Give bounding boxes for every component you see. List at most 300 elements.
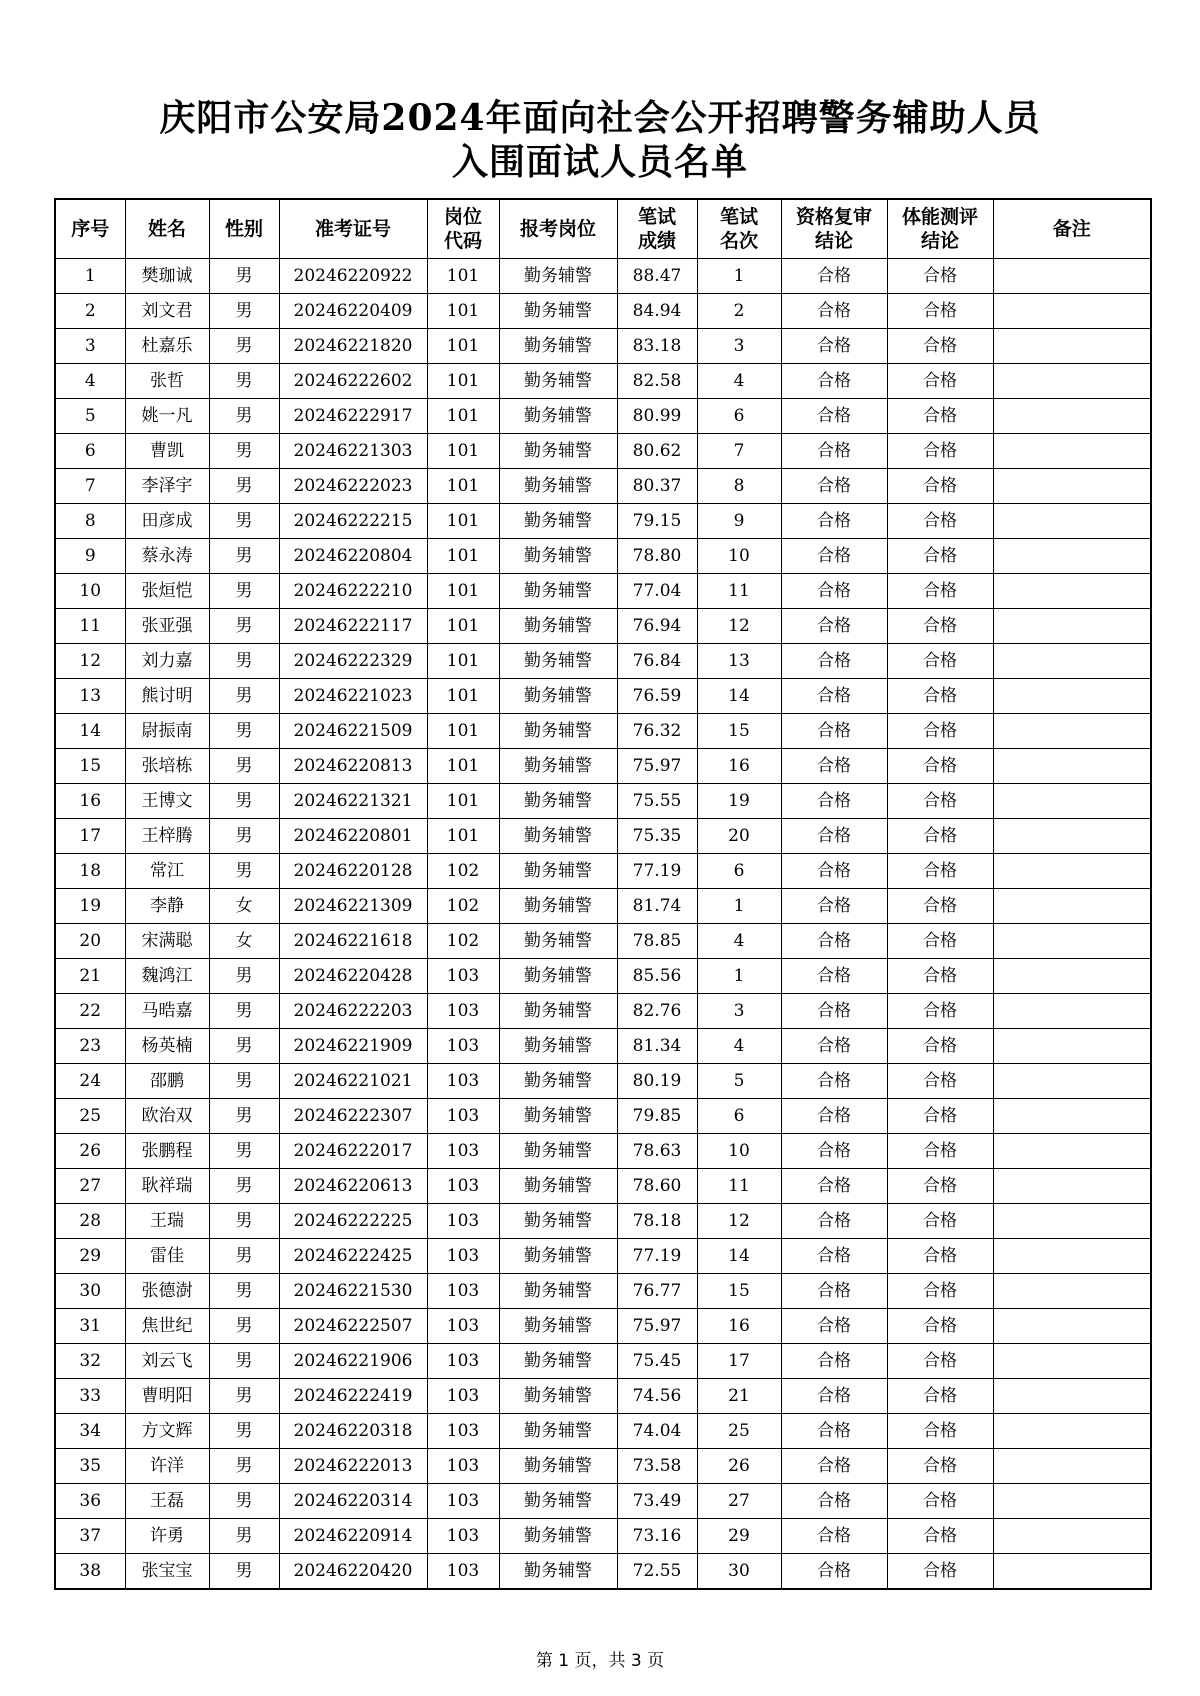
cell-gender: 男 bbox=[209, 1519, 279, 1554]
cell-score: 78.85 bbox=[617, 924, 697, 959]
cell-rank: 11 bbox=[697, 574, 781, 609]
cell-qualification: 合格 bbox=[781, 294, 887, 329]
cell-exam-id: 20246221321 bbox=[279, 784, 427, 819]
cell-exam-id: 20246222419 bbox=[279, 1379, 427, 1414]
cell-score: 73.58 bbox=[617, 1449, 697, 1484]
header-gender bbox=[209, 199, 279, 259]
document-subtitle: 入围面试人员名单 bbox=[451, 141, 748, 183]
header-label: 体能测评 bbox=[901, 206, 978, 228]
cell-exam-id: 20246221530 bbox=[279, 1274, 427, 1309]
cell-exam-id: 20246221618 bbox=[279, 924, 427, 959]
candidate-table bbox=[54, 198, 1152, 1590]
cell-qualification: 合格 bbox=[781, 749, 887, 784]
cell-exam-id: 20246221509 bbox=[279, 714, 427, 749]
cell-fitness: 合格 bbox=[887, 1239, 993, 1274]
header-rank bbox=[697, 199, 781, 259]
cell-post-code: 103 bbox=[427, 1099, 499, 1134]
page-footer: 第 1 页，共 3 页 bbox=[535, 1651, 665, 1671]
cell-post: 勤务辅警 bbox=[499, 994, 617, 1029]
cell-fitness: 合格 bbox=[887, 784, 993, 819]
cell-gender: 男 bbox=[209, 574, 279, 609]
cell-seq: 11 bbox=[55, 609, 125, 644]
header-post bbox=[499, 199, 617, 259]
cell-gender: 男 bbox=[209, 959, 279, 994]
cell-exam-id: 20246221820 bbox=[279, 329, 427, 364]
cell-score: 75.97 bbox=[617, 749, 697, 784]
cell-exam-id: 20246222425 bbox=[279, 1239, 427, 1274]
table-row bbox=[55, 259, 1151, 294]
cell-remark bbox=[993, 1379, 1151, 1414]
cell-exam-id: 20246221023 bbox=[279, 679, 427, 714]
cell-qualification: 合格 bbox=[781, 1169, 887, 1204]
table-row bbox=[55, 1274, 1151, 1309]
cell-post: 勤务辅警 bbox=[499, 1099, 617, 1134]
cell-rank: 3 bbox=[697, 329, 781, 364]
cell-post-code: 102 bbox=[427, 924, 499, 959]
cell-seq: 15 bbox=[55, 749, 125, 784]
cell-remark bbox=[993, 679, 1151, 714]
cell-post-code: 103 bbox=[427, 1484, 499, 1519]
cell-seq: 13 bbox=[55, 679, 125, 714]
cell-post-code: 103 bbox=[427, 1274, 499, 1309]
cell-gender: 男 bbox=[209, 1309, 279, 1344]
cell-name: 许勇 bbox=[125, 1519, 209, 1554]
cell-gender: 男 bbox=[209, 1484, 279, 1519]
cell-score: 80.99 bbox=[617, 399, 697, 434]
cell-gender: 男 bbox=[209, 644, 279, 679]
cell-score: 77.19 bbox=[617, 1239, 697, 1274]
cell-post: 勤务辅警 bbox=[499, 539, 617, 574]
cell-rank: 4 bbox=[697, 1029, 781, 1064]
cell-qualification: 合格 bbox=[781, 924, 887, 959]
cell-name: 许洋 bbox=[125, 1449, 209, 1484]
cell-score: 76.84 bbox=[617, 644, 697, 679]
cell-remark bbox=[993, 574, 1151, 609]
table-row bbox=[55, 1204, 1151, 1239]
cell-remark bbox=[993, 329, 1151, 364]
table-row bbox=[55, 574, 1151, 609]
table-row bbox=[55, 994, 1151, 1029]
cell-remark bbox=[993, 644, 1151, 679]
cell-exam-id: 20246222023 bbox=[279, 469, 427, 504]
table-row bbox=[55, 1554, 1151, 1590]
table-body bbox=[55, 259, 1151, 1590]
cell-exam-id: 20246221021 bbox=[279, 1064, 427, 1099]
cell-score: 81.34 bbox=[617, 1029, 697, 1064]
cell-score: 75.45 bbox=[617, 1344, 697, 1379]
cell-rank: 1 bbox=[697, 259, 781, 294]
cell-post-code: 101 bbox=[427, 364, 499, 399]
cell-fitness: 合格 bbox=[887, 889, 993, 924]
header-label: 岗位 bbox=[443, 206, 482, 228]
cell-name: 王磊 bbox=[125, 1484, 209, 1519]
cell-remark bbox=[993, 854, 1151, 889]
cell-seq: 7 bbox=[55, 469, 125, 504]
cell-qualification: 合格 bbox=[781, 539, 887, 574]
cell-qualification: 合格 bbox=[781, 679, 887, 714]
cell-qualification: 合格 bbox=[781, 434, 887, 469]
cell-post-code: 103 bbox=[427, 1169, 499, 1204]
cell-fitness: 合格 bbox=[887, 329, 993, 364]
cell-remark bbox=[993, 294, 1151, 329]
cell-remark bbox=[993, 1204, 1151, 1239]
header-label: 成绩 bbox=[637, 230, 676, 252]
cell-exam-id: 20246222013 bbox=[279, 1449, 427, 1484]
cell-post: 勤务辅警 bbox=[499, 1344, 617, 1379]
cell-score: 74.04 bbox=[617, 1414, 697, 1449]
cell-post: 勤务辅警 bbox=[499, 364, 617, 399]
cell-seq: 17 bbox=[55, 819, 125, 854]
cell-score: 82.58 bbox=[617, 364, 697, 399]
cell-post: 勤务辅警 bbox=[499, 1519, 617, 1554]
cell-fitness: 合格 bbox=[887, 469, 993, 504]
table-row bbox=[55, 469, 1151, 504]
cell-seq: 5 bbox=[55, 399, 125, 434]
header-seq bbox=[55, 199, 125, 259]
cell-seq: 21 bbox=[55, 959, 125, 994]
table-row bbox=[55, 434, 1151, 469]
cell-score: 79.15 bbox=[617, 504, 697, 539]
cell-post: 勤务辅警 bbox=[499, 644, 617, 679]
cell-rank: 11 bbox=[697, 1169, 781, 1204]
header-label: 名次 bbox=[719, 230, 758, 252]
cell-post-code: 103 bbox=[427, 1554, 499, 1590]
cell-rank: 10 bbox=[697, 1134, 781, 1169]
table-row bbox=[55, 1029, 1151, 1064]
cell-qualification: 合格 bbox=[781, 469, 887, 504]
cell-gender: 男 bbox=[209, 364, 279, 399]
cell-score: 77.19 bbox=[617, 854, 697, 889]
cell-rank: 26 bbox=[697, 1449, 781, 1484]
cell-remark bbox=[993, 1484, 1151, 1519]
cell-post: 勤务辅警 bbox=[499, 889, 617, 924]
cell-post: 勤务辅警 bbox=[499, 1134, 617, 1169]
cell-exam-id: 20246221309 bbox=[279, 889, 427, 924]
cell-rank: 27 bbox=[697, 1484, 781, 1519]
cell-qualification: 合格 bbox=[781, 994, 887, 1029]
cell-fitness: 合格 bbox=[887, 399, 993, 434]
cell-score: 74.56 bbox=[617, 1379, 697, 1414]
cell-remark bbox=[993, 1029, 1151, 1064]
cell-post-code: 101 bbox=[427, 504, 499, 539]
cell-score: 83.18 bbox=[617, 329, 697, 364]
cell-post-code: 101 bbox=[427, 294, 499, 329]
table-row bbox=[55, 1239, 1151, 1274]
cell-fitness: 合格 bbox=[887, 1379, 993, 1414]
cell-post-code: 101 bbox=[427, 819, 499, 854]
cell-seq: 18 bbox=[55, 854, 125, 889]
cell-name: 杜嘉乐 bbox=[125, 329, 209, 364]
cell-seq: 9 bbox=[55, 539, 125, 574]
cell-post-code: 101 bbox=[427, 469, 499, 504]
cell-seq: 12 bbox=[55, 644, 125, 679]
cell-post-code: 103 bbox=[427, 1239, 499, 1274]
cell-seq: 8 bbox=[55, 504, 125, 539]
header-qualification bbox=[781, 199, 887, 259]
cell-score: 76.94 bbox=[617, 609, 697, 644]
cell-gender: 男 bbox=[209, 714, 279, 749]
cell-gender: 男 bbox=[209, 1134, 279, 1169]
cell-post-code: 101 bbox=[427, 749, 499, 784]
cell-qualification: 合格 bbox=[781, 784, 887, 819]
cell-rank: 14 bbox=[697, 679, 781, 714]
cell-post: 勤务辅警 bbox=[499, 1029, 617, 1064]
cell-name: 田彦成 bbox=[125, 504, 209, 539]
header-label: 笔试 bbox=[719, 206, 758, 228]
cell-exam-id: 20246220801 bbox=[279, 819, 427, 854]
cell-gender: 男 bbox=[209, 819, 279, 854]
cell-name: 熊讨明 bbox=[125, 679, 209, 714]
cell-name: 魏鸿江 bbox=[125, 959, 209, 994]
cell-exam-id: 20246222917 bbox=[279, 399, 427, 434]
cell-post: 勤务辅警 bbox=[499, 259, 617, 294]
cell-exam-id: 20246220613 bbox=[279, 1169, 427, 1204]
table-row bbox=[55, 924, 1151, 959]
cell-fitness: 合格 bbox=[887, 1204, 993, 1239]
cell-name: 杨英楠 bbox=[125, 1029, 209, 1064]
cell-fitness: 合格 bbox=[887, 504, 993, 539]
cell-name: 刘力嘉 bbox=[125, 644, 209, 679]
cell-score: 79.85 bbox=[617, 1099, 697, 1134]
cell-seq: 31 bbox=[55, 1309, 125, 1344]
cell-remark bbox=[993, 1064, 1151, 1099]
cell-post-code: 101 bbox=[427, 574, 499, 609]
cell-score: 80.37 bbox=[617, 469, 697, 504]
cell-rank: 7 bbox=[697, 434, 781, 469]
cell-score: 78.18 bbox=[617, 1204, 697, 1239]
cell-gender: 女 bbox=[209, 889, 279, 924]
cell-post: 勤务辅警 bbox=[499, 1169, 617, 1204]
cell-gender: 男 bbox=[209, 1239, 279, 1274]
cell-exam-id: 20246222215 bbox=[279, 504, 427, 539]
cell-fitness: 合格 bbox=[887, 609, 993, 644]
header-label: 准考证号 bbox=[314, 218, 391, 240]
cell-rank: 1 bbox=[697, 889, 781, 924]
cell-exam-id: 20246222307 bbox=[279, 1099, 427, 1134]
cell-fitness: 合格 bbox=[887, 819, 993, 854]
cell-gender: 男 bbox=[209, 1064, 279, 1099]
header-fitness bbox=[887, 199, 993, 259]
header-post-code bbox=[427, 199, 499, 259]
cell-gender: 男 bbox=[209, 1029, 279, 1064]
cell-fitness: 合格 bbox=[887, 924, 993, 959]
cell-score: 78.63 bbox=[617, 1134, 697, 1169]
cell-qualification: 合格 bbox=[781, 259, 887, 294]
cell-score: 82.76 bbox=[617, 994, 697, 1029]
cell-name: 马晧嘉 bbox=[125, 994, 209, 1029]
cell-rank: 19 bbox=[697, 784, 781, 819]
cell-name: 王博文 bbox=[125, 784, 209, 819]
table-row bbox=[55, 294, 1151, 329]
cell-exam-id: 20246222117 bbox=[279, 609, 427, 644]
header-label: 结论 bbox=[920, 230, 959, 252]
cell-exam-id: 20246222210 bbox=[279, 574, 427, 609]
cell-remark bbox=[993, 749, 1151, 784]
cell-seq: 27 bbox=[55, 1169, 125, 1204]
cell-rank: 16 bbox=[697, 1309, 781, 1344]
cell-gender: 男 bbox=[209, 294, 279, 329]
cell-gender: 女 bbox=[209, 924, 279, 959]
cell-fitness: 合格 bbox=[887, 539, 993, 574]
table-row bbox=[55, 749, 1151, 784]
cell-score: 88.47 bbox=[617, 259, 697, 294]
cell-name: 张培栋 bbox=[125, 749, 209, 784]
cell-score: 72.55 bbox=[617, 1554, 697, 1590]
cell-post: 勤务辅警 bbox=[499, 714, 617, 749]
cell-remark bbox=[993, 364, 1151, 399]
table-header-row bbox=[55, 199, 1151, 259]
cell-fitness: 合格 bbox=[887, 1099, 993, 1134]
cell-post: 勤务辅警 bbox=[499, 679, 617, 714]
cell-exam-id: 20246222602 bbox=[279, 364, 427, 399]
cell-score: 78.60 bbox=[617, 1169, 697, 1204]
table-row bbox=[55, 609, 1151, 644]
cell-post: 勤务辅警 bbox=[499, 1554, 617, 1590]
cell-exam-id: 20246220922 bbox=[279, 259, 427, 294]
cell-rank: 6 bbox=[697, 854, 781, 889]
cell-rank: 12 bbox=[697, 609, 781, 644]
cell-score: 80.19 bbox=[617, 1064, 697, 1099]
cell-rank: 16 bbox=[697, 749, 781, 784]
cell-gender: 男 bbox=[209, 1204, 279, 1239]
cell-post: 勤务辅警 bbox=[499, 434, 617, 469]
cell-post-code: 103 bbox=[427, 1449, 499, 1484]
cell-seq: 24 bbox=[55, 1064, 125, 1099]
cell-score: 80.62 bbox=[617, 434, 697, 469]
cell-qualification: 合格 bbox=[781, 1239, 887, 1274]
cell-remark bbox=[993, 1309, 1151, 1344]
cell-qualification: 合格 bbox=[781, 1484, 887, 1519]
cell-post: 勤务辅警 bbox=[499, 1484, 617, 1519]
cell-rank: 1 bbox=[697, 959, 781, 994]
table-row bbox=[55, 504, 1151, 539]
cell-remark bbox=[993, 714, 1151, 749]
cell-gender: 男 bbox=[209, 1449, 279, 1484]
cell-name: 李泽宇 bbox=[125, 469, 209, 504]
cell-exam-id: 20246222507 bbox=[279, 1309, 427, 1344]
cell-post-code: 103 bbox=[427, 1204, 499, 1239]
header-label: 代码 bbox=[443, 230, 482, 252]
header-exam-id bbox=[279, 199, 427, 259]
cell-qualification: 合格 bbox=[781, 399, 887, 434]
cell-rank: 10 bbox=[697, 539, 781, 574]
header-label: 备注 bbox=[1052, 218, 1091, 240]
cell-name: 蔡永涛 bbox=[125, 539, 209, 574]
cell-fitness: 合格 bbox=[887, 1449, 993, 1484]
cell-qualification: 合格 bbox=[781, 1204, 887, 1239]
cell-qualification: 合格 bbox=[781, 329, 887, 364]
header-score bbox=[617, 199, 697, 259]
cell-seq: 25 bbox=[55, 1099, 125, 1134]
cell-seq: 10 bbox=[55, 574, 125, 609]
table-row bbox=[55, 1484, 1151, 1519]
cell-gender: 男 bbox=[209, 539, 279, 574]
cell-qualification: 合格 bbox=[781, 504, 887, 539]
header-label: 报考岗位 bbox=[519, 218, 596, 240]
cell-qualification: 合格 bbox=[781, 1449, 887, 1484]
cell-fitness: 合格 bbox=[887, 644, 993, 679]
cell-gender: 男 bbox=[209, 1099, 279, 1134]
cell-exam-id: 20246220128 bbox=[279, 854, 427, 889]
cell-score: 76.32 bbox=[617, 714, 697, 749]
cell-name: 宋满聪 bbox=[125, 924, 209, 959]
cell-exam-id: 20246221906 bbox=[279, 1344, 427, 1379]
cell-qualification: 合格 bbox=[781, 889, 887, 924]
cell-qualification: 合格 bbox=[781, 854, 887, 889]
cell-post: 勤务辅警 bbox=[499, 1064, 617, 1099]
cell-name: 雷佳 bbox=[125, 1239, 209, 1274]
cell-qualification: 合格 bbox=[781, 364, 887, 399]
cell-name: 焦世纪 bbox=[125, 1309, 209, 1344]
cell-post: 勤务辅警 bbox=[499, 1309, 617, 1344]
cell-seq: 37 bbox=[55, 1519, 125, 1554]
cell-post-code: 103 bbox=[427, 1519, 499, 1554]
cell-remark bbox=[993, 959, 1151, 994]
cell-post-code: 101 bbox=[427, 399, 499, 434]
cell-fitness: 合格 bbox=[887, 994, 993, 1029]
cell-name: 方文辉 bbox=[125, 1414, 209, 1449]
cell-name: 欧治双 bbox=[125, 1099, 209, 1134]
cell-gender: 男 bbox=[209, 259, 279, 294]
cell-name: 邵鹏 bbox=[125, 1064, 209, 1099]
cell-rank: 25 bbox=[697, 1414, 781, 1449]
cell-name: 刘云飞 bbox=[125, 1344, 209, 1379]
cell-qualification: 合格 bbox=[781, 819, 887, 854]
cell-post-code: 103 bbox=[427, 1379, 499, 1414]
cell-qualification: 合格 bbox=[781, 1519, 887, 1554]
cell-post-code: 101 bbox=[427, 259, 499, 294]
header-label: 性别 bbox=[224, 218, 263, 240]
cell-name: 常江 bbox=[125, 854, 209, 889]
cell-gender: 男 bbox=[209, 609, 279, 644]
cell-qualification: 合格 bbox=[781, 1099, 887, 1134]
cell-rank: 8 bbox=[697, 469, 781, 504]
cell-exam-id: 20246222203 bbox=[279, 994, 427, 1029]
cell-seq: 22 bbox=[55, 994, 125, 1029]
cell-score: 75.35 bbox=[617, 819, 697, 854]
cell-exam-id: 20246220318 bbox=[279, 1414, 427, 1449]
cell-qualification: 合格 bbox=[781, 959, 887, 994]
cell-qualification: 合格 bbox=[781, 714, 887, 749]
table-row bbox=[55, 539, 1151, 574]
cell-exam-id: 20246222329 bbox=[279, 644, 427, 679]
cell-fitness: 合格 bbox=[887, 854, 993, 889]
cell-remark bbox=[993, 1274, 1151, 1309]
cell-seq: 14 bbox=[55, 714, 125, 749]
cell-post: 勤务辅警 bbox=[499, 469, 617, 504]
cell-post: 勤务辅警 bbox=[499, 1379, 617, 1414]
table-row bbox=[55, 889, 1151, 924]
cell-seq: 30 bbox=[55, 1274, 125, 1309]
cell-remark bbox=[993, 434, 1151, 469]
cell-fitness: 合格 bbox=[887, 959, 993, 994]
cell-rank: 21 bbox=[697, 1379, 781, 1414]
cell-fitness: 合格 bbox=[887, 364, 993, 399]
cell-seq: 26 bbox=[55, 1134, 125, 1169]
cell-gender: 男 bbox=[209, 1554, 279, 1590]
cell-remark bbox=[993, 994, 1151, 1029]
cell-exam-id: 20246220314 bbox=[279, 1484, 427, 1519]
cell-score: 73.16 bbox=[617, 1519, 697, 1554]
cell-gender: 男 bbox=[209, 994, 279, 1029]
cell-remark bbox=[993, 819, 1151, 854]
table-row bbox=[55, 1414, 1151, 1449]
cell-qualification: 合格 bbox=[781, 644, 887, 679]
cell-rank: 17 bbox=[697, 1344, 781, 1379]
cell-name: 曹凯 bbox=[125, 434, 209, 469]
cell-gender: 男 bbox=[209, 329, 279, 364]
cell-score: 78.80 bbox=[617, 539, 697, 574]
